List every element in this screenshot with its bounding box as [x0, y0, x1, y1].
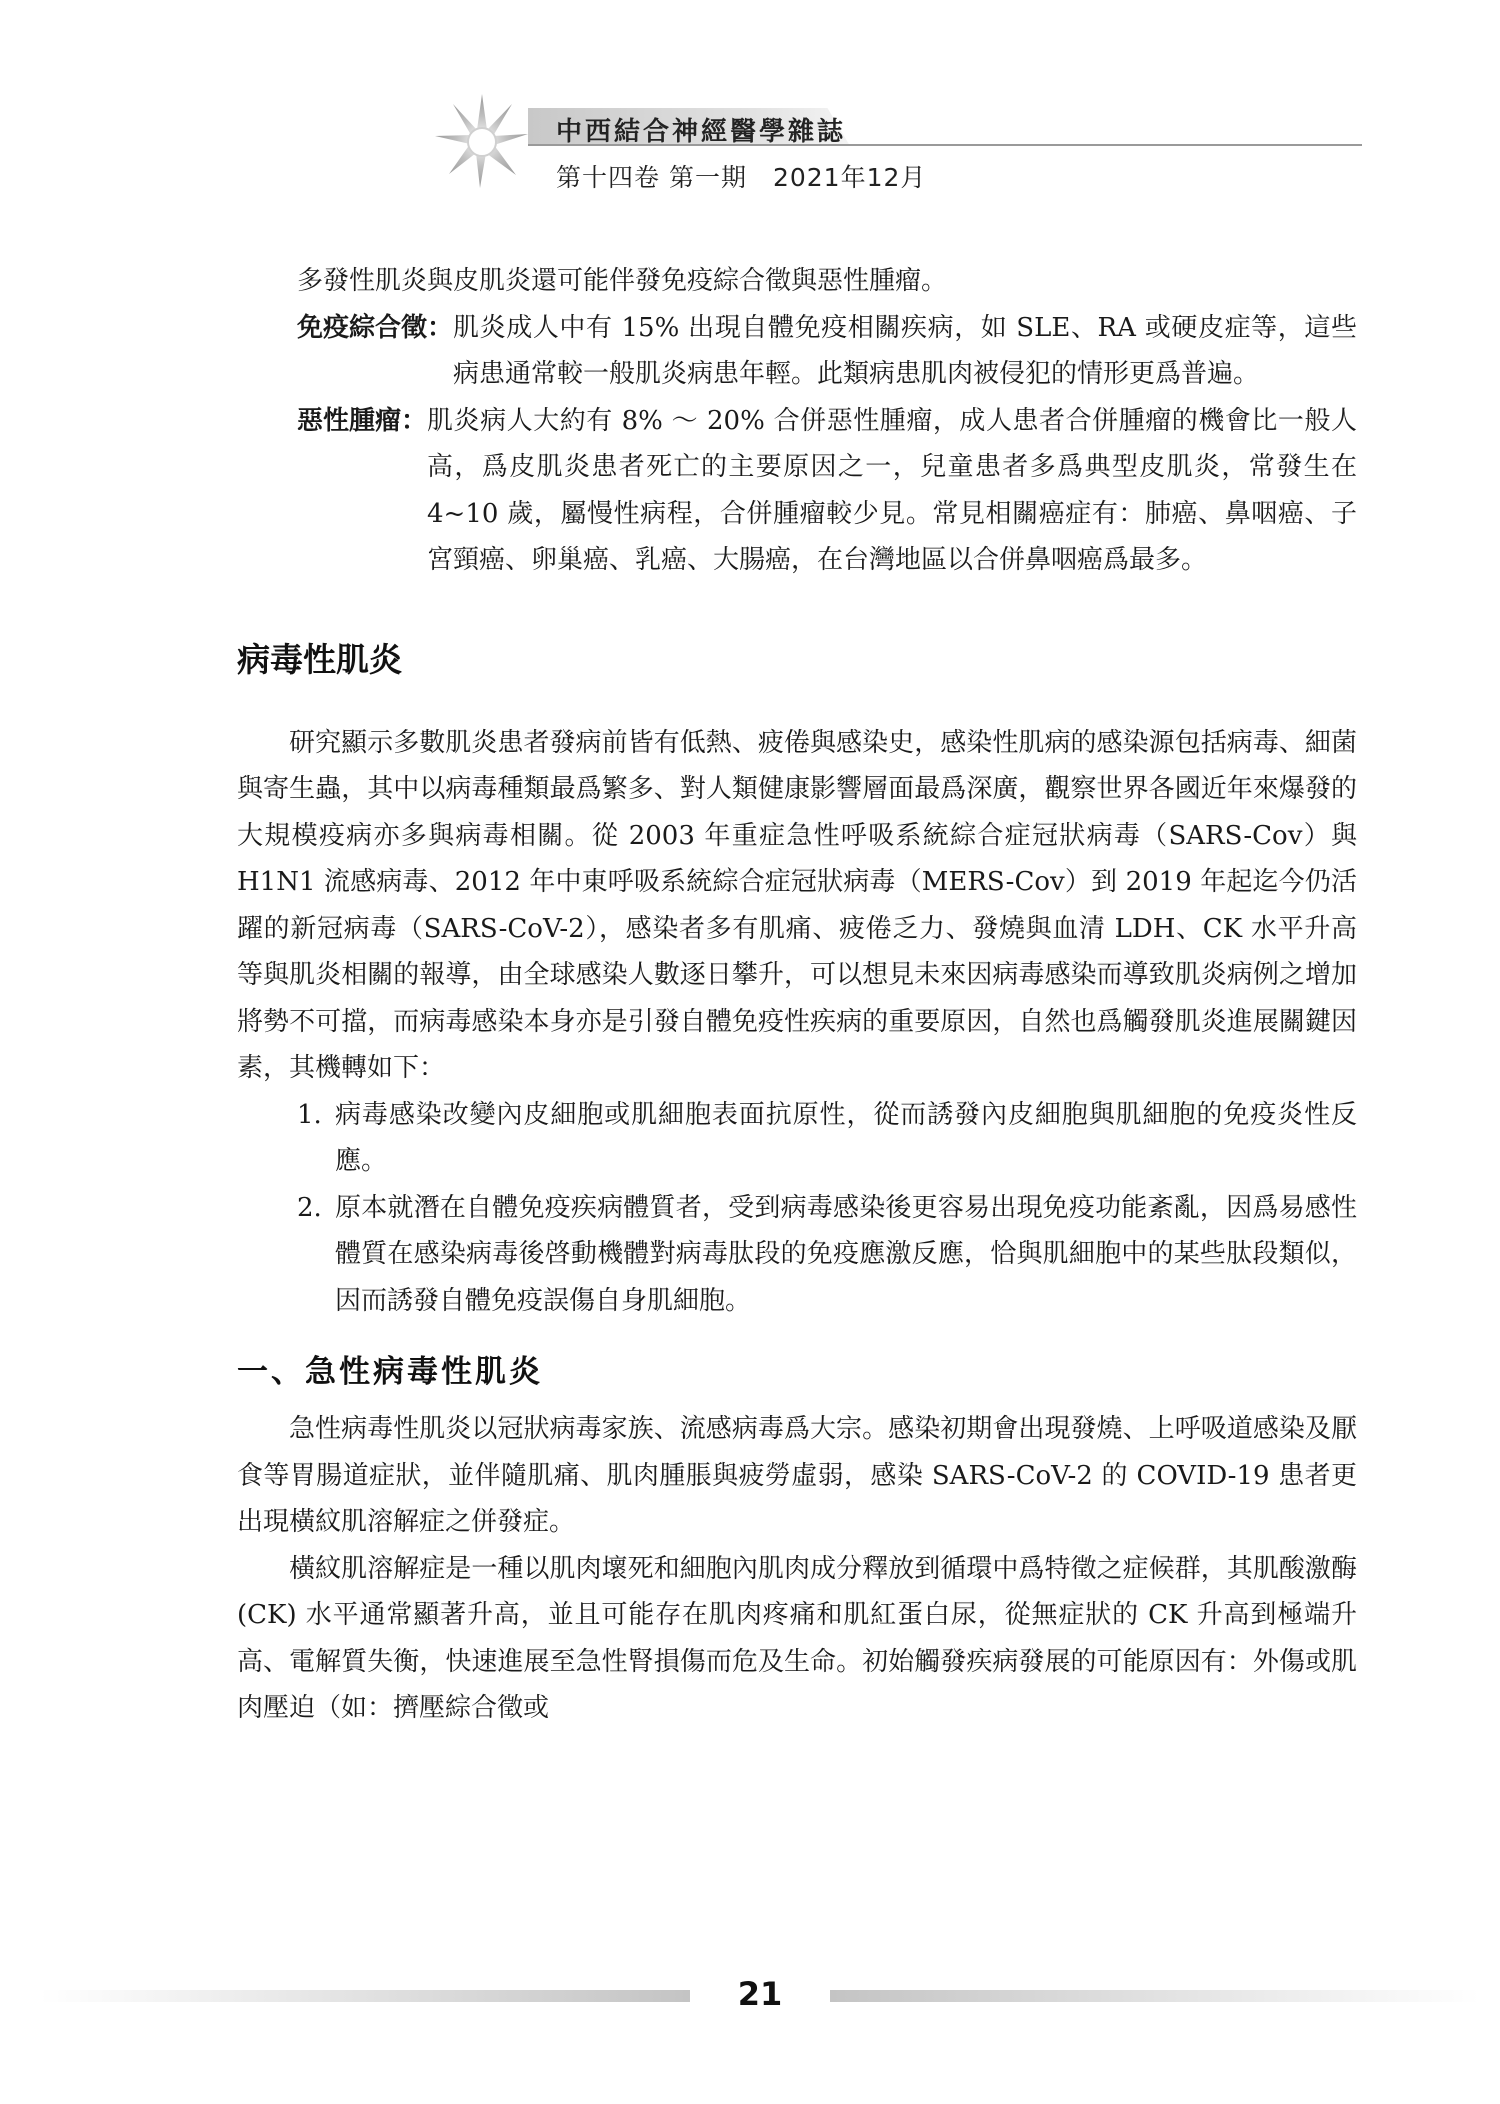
mechanism-list	[237, 1092, 1357, 1325]
subsection-heading: 一、急性病毒性肌炎	[237, 1354, 543, 1390]
intro-paragraph: 多發性肌炎與皮肌炎還可能伴發免疫綜合徵與惡性腫瘤。	[297, 266, 948, 296]
list-item	[297, 1185, 1357, 1325]
footer-bar-right	[830, 1990, 1480, 2002]
section-paragraph: 研究顯示多數肌炎患者發病前皆有低熱、疲倦與感染史，感染性肌病的感染源包括病毒、細菌與寄生蟲，其中以病毒種類最爲繁多、對人類健康影響層面最爲深廣，觀察世界各國近年來爆發的大規模疫病亦多與病毒相關。從 2003 年重症急性呼吸系統綜合症冠狀病毒（SARS-Cov）與 H1N1 流感病毒、2012 年中東呼吸系統綜合症冠狀病毒（MERS-Cov）到 2019 年起迄今仍活躍的新冠病毒（SARS-CoV-2），感染者多有肌痛、疲倦乏力、發燒與血清 LDH、CK 水平升高等與肌炎相關的報導，由全球感染人數逐日攀升，可以想見未來因病毒感染而導致肌炎病例之增加將勢不可擋，而病毒感染本身亦是引發自體免疫性疾病的重要原因，自然也爲觸發肌炎進展關鍵因素，其機轉如下：	[237, 727, 1357, 1083]
term-description: 肌炎成人中有 15% 出現自體免疫相關疾病，如 SLE、RA 或硬皮症等，這些病患通常較一般肌炎病患年輕。此類病患肌肉被侵犯的情形更爲普遍。	[453, 312, 1357, 389]
list-text: 病毒感染改變內皮細胞或肌細胞表面抗原性，從而誘發內皮細胞與肌細胞的免疫炎性反應。	[335, 1099, 1357, 1176]
footer-bar-left	[40, 1990, 690, 2002]
list-number: 2.	[297, 1192, 322, 1223]
starburst-logo-icon	[432, 92, 532, 192]
term-label: 免疫綜合徵：	[297, 312, 454, 343]
term-label: 惡性腫瘤：	[297, 405, 428, 436]
list-item	[297, 1092, 1357, 1185]
page-number: 21	[737, 1975, 783, 2013]
journal-title: 中西結合神經醫學雜誌	[556, 117, 847, 147]
term-malignant-tumor	[297, 398, 1357, 584]
issue-info: 第十四卷 第一期 2021年12月	[556, 163, 927, 192]
subsection-paragraph: 急性病毒性肌炎以冠狀病毒家族、流感病毒爲大宗。感染初期會出現發燒、上呼吸道感染及厭食等胃腸道症狀，並伴隨肌痛、肌肉腫脹與疲勞虛弱，感染 SARS-CoV-2 的 COVID-19 患者更出現橫紋肌溶解症之併發症。	[237, 1414, 1357, 1537]
subsection-paragraph: 橫紋肌溶解症是一種以肌肉壞死和細胞內肌肉成分釋放到循環中爲特徵之症候群，其肌酸激酶 (CK) 水平通常顯著升高，並且可能存在肌肉疼痛和肌紅蛋白尿，從無症狀的 CK 升高到極端升高、電解質失衡，快速進展至急性腎損傷而危及生命。初始觸發疾病發展的可能原因有：外傷或肌肉壓迫（如：擠壓綜合徵或	[237, 1553, 1357, 1723]
article-body	[237, 258, 1357, 1732]
list-number: 1.	[297, 1099, 322, 1130]
term-immune-syndrome	[297, 305, 1357, 398]
section-heading: 病毒性肌炎	[237, 639, 402, 679]
list-text: 原本就潛在自體免疫疾病體質者，受到病毒感染後更容易出現免疫功能紊亂，因爲易感性體質在感染病毒後啓動機體對病毒肽段的免疫應激反應，恰與肌細胞中的某些肽段類似，因而誘發自體免疫誤傷自身肌細胞。	[335, 1192, 1357, 1316]
term-description: 肌炎病人大約有 8% ～ 20% 合併惡性腫瘤，成人患者合併腫瘤的機會比一般人高，爲皮肌炎患者死亡的主要原因之一，兒童患者多爲典型皮肌炎，常發生在 4~10 歲，屬慢性病程，合併腫瘤較少見。常見相關癌症有：肺癌、鼻咽癌、子宮頸癌、卵巢癌、乳癌、大腸癌，在台灣地區以合併鼻咽癌爲最多。	[427, 405, 1357, 575]
